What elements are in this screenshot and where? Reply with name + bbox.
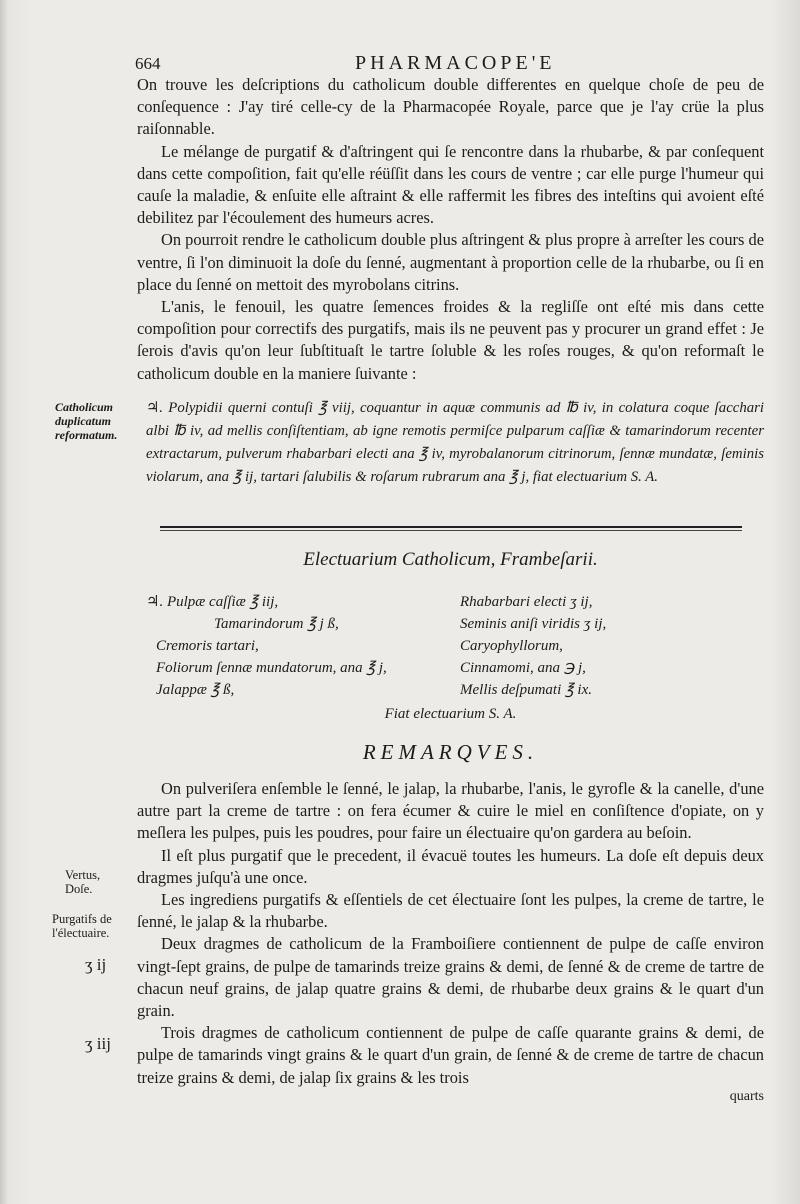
remarques-paragraph: Il eſt plus purgatif que le precedent, il évacuë toutes les humeurs. La doſe eſt depuis deux dragmes juſqu'à une once. — [137, 845, 764, 887]
ingredient-line: Mellis deſpumati ℥ ix. — [460, 682, 592, 698]
remarques-paragraph: Trois dragmes de catholicum contiennent de pulpe de caſſe quarante grains & demi, de pulpe de tamarinds vingt grains & le quart d'un grain, de ſenné & de creme de tartre de chacun treize grains & demi, de jalap ſix grains & les trois — [137, 1023, 764, 1087]
ingredient-line: Jalappæ ℥ ß, — [156, 682, 235, 698]
margin-note-catholicum: Catholicum duplicatum reformatum. — [55, 400, 118, 442]
ingredient-line: Seminis aniſi viridis ʒ ij, — [460, 616, 607, 632]
margin-note-vertus: Vertus, Doſe. — [65, 868, 101, 896]
recipe-reformed: ♃. Polypidii querni contuſi ℥ viij, coquantur in aquæ communis ad ℔ iv, in colatura coque ſacchari albi ℔ iv, ad mellis conſiſtentiam, ab igne remotis permiſce pulparum caſſiæ & tamarindorum recenter extractarum, pulverum rhabarbari electi ana ℥ iv, myrobalanorum citrinorum, ſennæ mundatæ, ſeminis violarum, ana ℥ ij, tartari ſalubilis & roſarum rubrarum ana ℥ j, fiat electuarium S. A. — [146, 400, 764, 485]
page-number: 664 — [135, 54, 161, 73]
remarques-text — [137, 778, 764, 1105]
ingredients-left — [146, 591, 387, 701]
intro-paragraph: On pourroit rendre le catholicum double plus aſtringent & plus propre à arreſter les cours de ventre, ſi l'on diminuoit la doſe du ſenné, augmentant à proportion celle de la rhubarbe, ou ſi en place du ſenné on mettoit des myrobolans citrins. — [137, 230, 764, 294]
margin-note-dose: ʒ iij — [85, 1034, 111, 1053]
remarques-paragraph: On pulveriſera enſemble le ſenné, le jalap, la rhubarbe, l'anis, le gyrofle & la canelle, d'une autre part la creme de tartre : on fera écumer & cuire le miel en conſiſtence d'opiate, on y meſlera les pulpes, puis les poudres, pour faire un électuaire qu'on gardera au beſoin. — [137, 779, 764, 843]
ingredient-line: Caryophyllorum, — [460, 638, 563, 654]
intro-paragraph: L'anis, le fenouil, les quatre ſemences froides & la regliſſe ont eſté mis dans cette compoſition pour correctifs des purgatifs, mais ils ne peuvent pas y procurer un grand effet : Je ſerois d'avis qu'on leur ſubſtituaſt le tartre ſoluble & les roſes rouges, & qu'on reformaſt le catholicum double en la maniere ſuivante : — [137, 297, 764, 383]
ingredient-line: Foliorum ſennæ mundatorum, ana ℥ j, — [156, 660, 387, 676]
ingredient-line: Cremoris tartari, — [156, 638, 259, 654]
ingredient-line: ♃. Pulpæ caſſiæ ℥ iij, — [146, 594, 279, 610]
fiat-line: Fiat electuarium S. A. — [384, 706, 517, 722]
intro-paragraph: Le mélange de purgatif & d'aſtringent qui ſe rencontre dans la rhubarbe, & par conſequent dans cette compoſition, fait qu'elle réüſſit dans les cours de ventre ; car elle purge l'humeur qui cauſe la maladie, & enſuite elle aſtraint & elle raffermit les fibres des inteſtins qui avoient eſté debilitez par l'écoulement des humeurs acres. — [137, 141, 764, 228]
double-rule-divider — [160, 526, 742, 531]
ingredients-right — [460, 591, 606, 701]
running-head: PHARMACOPE'E — [355, 52, 556, 74]
ingredient-line: Tamarindorum ℥ j ß, — [214, 616, 339, 632]
catchword: quarts — [729, 1088, 764, 1104]
intro-paragraph: On trouve les deſcriptions du catholicum double differentes en quelque choſe de peu de conſequence : J'ay tiré celle-cy de la Pharmacopée Royale, parce que je l'ay crüe la plus raiſonnable. — [137, 75, 764, 139]
ingredient-line: Rhabarbari electi ʒ ij, — [460, 594, 593, 610]
remarques-paragraph: Deux dragmes de catholicum de la Framboiſiere contiennent de pulpe de caſſe environ vingt-ſept grains, de pulpe de tamarinds treize grains & demi, de ſenné & de creme de tartre de chacun neuf grains, de jalap quatre grains & demi, de rhubarbe deux grains & le quart d'un grain. — [137, 934, 764, 1021]
remarques-heading: REMARQVES. — [362, 740, 539, 764]
intro-text — [137, 74, 764, 385]
remarques-paragraph: Les ingrediens purgatifs & eſſentiels de cet électuaire ſont les pulpes, la creme de tartre, le ſenné, le jalap & la rhubarbe. — [137, 890, 764, 932]
ingredient-line: Cinnamomi, ana ℈ j, — [460, 660, 586, 676]
margin-note-purgatifs: Purgatifs de l'électuaire. — [52, 912, 112, 940]
margin-note-dose: ʒ ij — [85, 955, 107, 974]
electuary-title: Electuarium Catholicum, Frambeſarii. — [303, 549, 598, 570]
